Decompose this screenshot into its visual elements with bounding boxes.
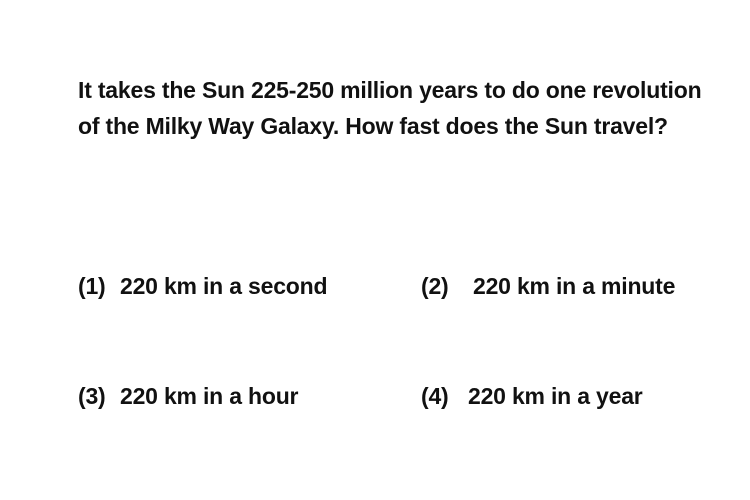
option-3-text: 220 km in a hour [120,383,299,409]
question-text [78,72,702,144]
option-1-text: 220 km in a second [120,273,328,299]
option-1[interactable] [78,272,327,300]
option-4-text: 220 km in a year [468,383,643,409]
option-3-number: (3) [78,383,106,409]
option-2-number: (2) [421,273,449,299]
question-line-2: of the Milky Way Galaxy. How fast does the Sun travel? [78,113,668,139]
option-1-number: (1) [78,273,106,299]
option-2[interactable] [421,272,675,300]
option-4[interactable] [421,382,643,410]
option-4-number: (4) [421,383,449,409]
option-3[interactable] [78,382,298,410]
option-2-text: 220 km in a minute [473,273,676,299]
question-line-1: It takes the Sun 225-250 million years to do one revolution [78,77,702,103]
